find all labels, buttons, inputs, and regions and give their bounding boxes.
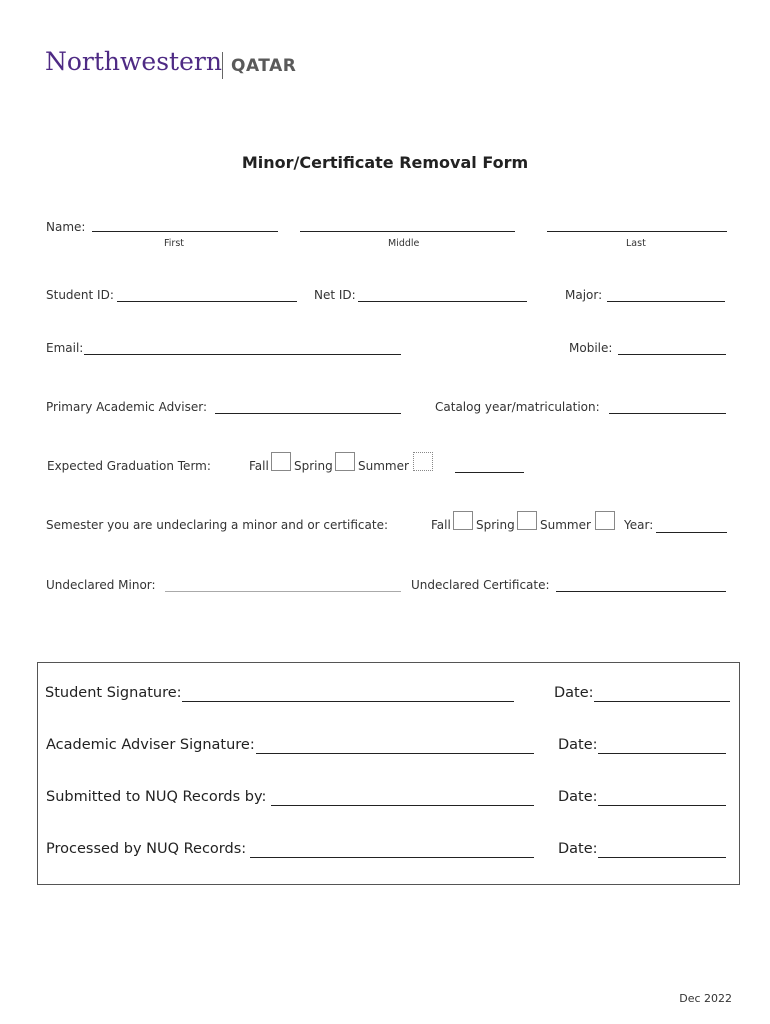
net-id-field[interactable] <box>358 301 527 302</box>
undeclared-minor-label: Undeclared Minor: <box>46 578 156 592</box>
grad-year-field[interactable] <box>455 472 524 473</box>
grad-fall-label: Fall <box>249 459 269 473</box>
submitted-date-field[interactable] <box>598 805 726 806</box>
grad-spring-label: Spring <box>294 459 333 473</box>
student-date-label: Date: <box>554 685 594 701</box>
catalog-year-field[interactable] <box>609 413 726 414</box>
mobile-label: Mobile: <box>569 341 613 355</box>
revision-date: Dec 2022 <box>679 992 732 1005</box>
grad-fall-checkbox[interactable] <box>271 452 291 471</box>
year-field[interactable] <box>656 532 727 533</box>
processed-by-field[interactable] <box>250 857 534 858</box>
undeclared-minor-field[interactable] <box>165 591 401 592</box>
first-name-caption: First <box>164 238 184 249</box>
major-field[interactable] <box>607 301 725 302</box>
student-signature-label: Student Signature: <box>45 685 182 701</box>
name-label: Name: <box>46 220 86 234</box>
semester-fall-label: Fall <box>431 518 451 532</box>
grad-summer-checkbox[interactable] <box>413 452 433 471</box>
adviser-label: Primary Academic Adviser: <box>46 400 208 414</box>
processed-date-label: Date: <box>558 841 598 857</box>
catalog-year-label: Catalog year/matriculation: <box>435 400 600 414</box>
mobile-field[interactable] <box>618 354 726 355</box>
first-name-field[interactable] <box>92 231 278 232</box>
undeclared-certificate-label: Undeclared Certificate: <box>411 578 550 592</box>
submitted-date-label: Date: <box>558 789 598 805</box>
adviser-date-label: Date: <box>558 737 598 753</box>
adviser-field[interactable] <box>215 413 401 414</box>
adviser-signature-field[interactable] <box>256 753 534 754</box>
semester-spring-checkbox[interactable] <box>517 511 537 530</box>
email-field[interactable] <box>84 354 401 355</box>
middle-name-caption: Middle <box>388 238 420 249</box>
email-label: Email: <box>46 341 84 355</box>
submitted-by-label: Submitted to NUQ Records by: <box>46 789 267 805</box>
grad-term-label: Expected Graduation Term: <box>47 459 211 473</box>
adviser-date-field[interactable] <box>598 753 726 754</box>
northwestern-logo: Northwestern <box>45 47 222 76</box>
net-id-label: Net ID: <box>314 288 356 302</box>
submitted-by-field[interactable] <box>271 805 534 806</box>
year-label: Year: <box>624 518 654 532</box>
semester-summer-label: Summer <box>540 518 591 532</box>
last-name-caption: Last <box>626 238 646 249</box>
student-date-field[interactable] <box>594 701 730 702</box>
form-title: Minor/Certificate Removal Form <box>241 153 529 172</box>
processed-date-field[interactable] <box>598 857 726 858</box>
semester-label: Semester you are undeclaring a minor and or certificate: <box>46 518 389 532</box>
undeclared-certificate-field[interactable] <box>556 591 726 592</box>
last-name-field[interactable] <box>547 231 727 232</box>
adviser-signature-label: Academic Adviser Signature: <box>46 737 255 753</box>
semester-fall-checkbox[interactable] <box>453 511 473 530</box>
grad-summer-label: Summer <box>358 459 409 473</box>
semester-spring-label: Spring <box>476 518 515 532</box>
semester-summer-checkbox[interactable] <box>595 511 615 530</box>
grad-spring-checkbox[interactable] <box>335 452 355 471</box>
major-label: Major: <box>565 288 603 302</box>
processed-by-label: Processed by NUQ Records: <box>46 841 247 857</box>
middle-name-field[interactable] <box>300 231 515 232</box>
student-id-label: Student ID: <box>46 288 114 302</box>
logo-divider <box>222 52 223 79</box>
student-id-field[interactable] <box>117 301 297 302</box>
student-signature-field[interactable] <box>182 701 514 702</box>
qatar-logo-text: QATAR <box>231 56 297 76</box>
